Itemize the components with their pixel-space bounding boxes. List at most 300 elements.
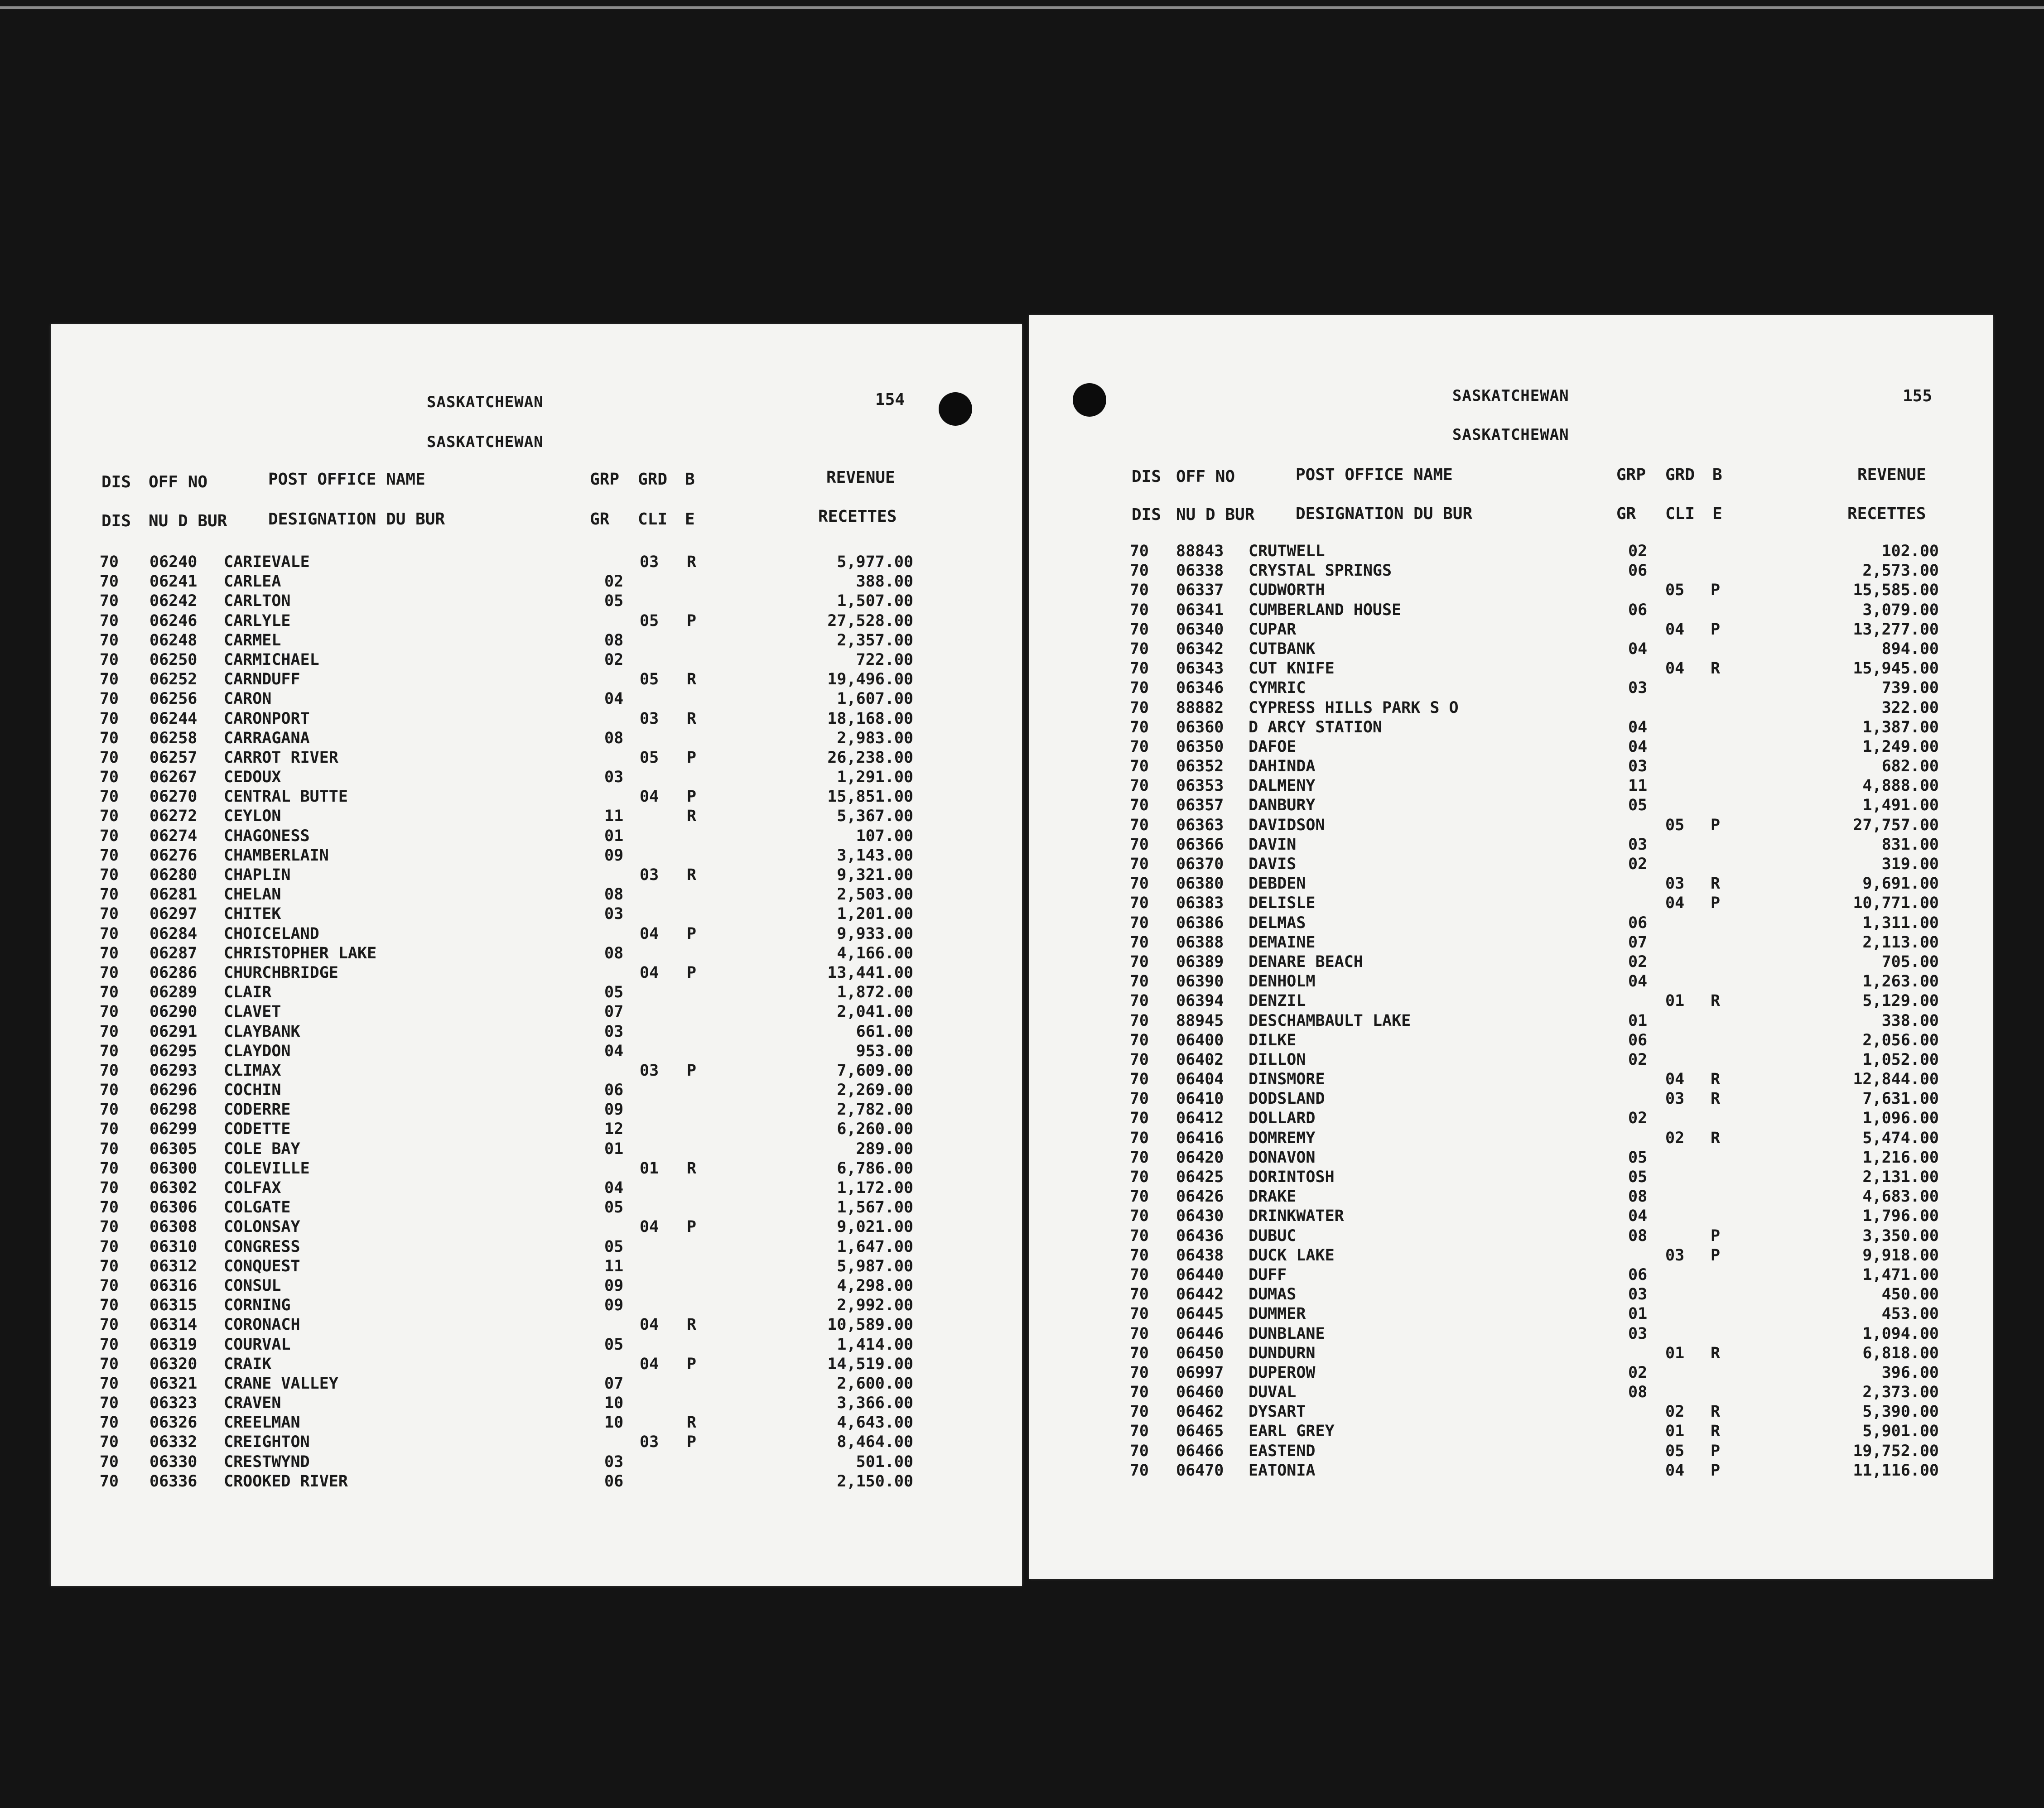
- cell-dis: 70: [99, 1355, 119, 1373]
- cell-dis: 70: [1129, 1070, 1149, 1089]
- cell-office-name: COLONSAY: [224, 1218, 300, 1236]
- table-row: [1029, 757, 1993, 776]
- cell-office-name: DUFF: [1249, 1265, 1287, 1284]
- page-number: 154: [875, 390, 905, 409]
- cell-office-name: CORONACH: [224, 1316, 300, 1334]
- cell-office-number: 06402: [1176, 1050, 1224, 1069]
- cell-dis: 70: [99, 1218, 119, 1236]
- cell-dis: 70: [99, 631, 119, 649]
- cell-office-number: 06342: [1176, 640, 1224, 658]
- table-row: [51, 1374, 1022, 1394]
- cell-office-number: 06336: [149, 1472, 198, 1491]
- cell-b: P: [1711, 581, 1721, 600]
- cell-office-name: DAVIDSON: [1249, 816, 1325, 834]
- cell-office-number: 06314: [149, 1316, 198, 1334]
- cell-dis: 70: [99, 1022, 119, 1041]
- cell-office-name: CHITEK: [224, 905, 281, 923]
- table-row: [51, 1100, 1022, 1120]
- cell-dis: 70: [1129, 1285, 1149, 1304]
- table-row: [1029, 640, 1993, 659]
- cell-revenue: 3,143.00: [837, 846, 913, 865]
- cell-b: P: [687, 924, 697, 943]
- header-off-no: OFF NO: [1176, 467, 1235, 486]
- cell-revenue: 6,260.00: [837, 1120, 913, 1139]
- cell-group: 02: [1628, 1109, 1648, 1128]
- cell-office-name: CUPAR: [1249, 620, 1297, 639]
- cell-office-number: 06240: [149, 553, 198, 571]
- cell-office-number: 06258: [149, 729, 198, 747]
- header-grp: GRP: [1616, 466, 1646, 484]
- cell-revenue: 6,818.00: [1862, 1344, 1939, 1362]
- table-row: [51, 1002, 1022, 1022]
- cell-office-name: CHELAN: [224, 885, 281, 904]
- cell-office-number: 06316: [149, 1276, 198, 1295]
- cell-dis: 70: [1129, 1305, 1149, 1323]
- cell-office-name: DEMAINE: [1249, 933, 1316, 952]
- table-row: [1029, 737, 1993, 757]
- cell-office-name: DENHOLM: [1249, 972, 1316, 991]
- cell-office-number: 06416: [1176, 1129, 1224, 1147]
- cell-office-name: CRANE VALLEY: [224, 1374, 338, 1393]
- cell-office-name: CRYSTAL SPRINGS: [1249, 562, 1392, 580]
- table-row: [51, 1237, 1022, 1257]
- cell-group: 08: [1628, 1226, 1648, 1245]
- cell-office-number: 06390: [1176, 972, 1224, 991]
- cell-office-number: 06386: [1176, 914, 1224, 932]
- province-subtitle: SASKATCHEWAN: [1452, 426, 1569, 444]
- cell-grade: 04: [640, 924, 659, 943]
- header-grd: GRD: [638, 470, 668, 489]
- cell-dis: 70: [99, 846, 119, 865]
- cell-office-number: 06241: [149, 572, 198, 591]
- table-row: [1029, 1344, 1993, 1363]
- table-row: [1029, 1207, 1993, 1226]
- cell-office-number: 06412: [1176, 1109, 1224, 1128]
- cell-b: P: [1711, 816, 1721, 834]
- cell-office-number: 06246: [149, 611, 198, 630]
- cell-dis: 70: [1129, 1090, 1149, 1108]
- cell-office-name: DEBDEN: [1249, 875, 1306, 893]
- cell-dis: 70: [1129, 914, 1149, 932]
- cell-group: 06: [604, 1472, 624, 1491]
- table-row: [51, 1276, 1022, 1296]
- cell-office-name: CHRISTOPHER LAKE: [224, 944, 377, 962]
- cell-group: 11: [604, 807, 624, 826]
- cell-dis: 70: [1129, 640, 1149, 658]
- cell-group: 09: [604, 1276, 624, 1295]
- table-row: [51, 1257, 1022, 1276]
- cell-office-number: 06470: [1176, 1461, 1224, 1480]
- cell-office-number: 06305: [149, 1140, 198, 1158]
- cell-grade: 03: [1665, 875, 1685, 893]
- table-row: [1029, 1089, 1993, 1109]
- film-edge-line: [0, 6, 2044, 9]
- table-row: [1029, 1011, 1993, 1031]
- cell-dis: 70: [99, 1316, 119, 1334]
- cell-office-number: 06248: [149, 631, 198, 649]
- cell-office-name: COLGATE: [224, 1198, 291, 1217]
- table-row: [1029, 620, 1993, 640]
- cell-b: R: [687, 866, 697, 884]
- cell-revenue: 1,172.00: [837, 1179, 913, 1197]
- table-row: [51, 1120, 1022, 1139]
- table-row: [51, 1433, 1022, 1452]
- cell-revenue: 1,291.00: [837, 768, 913, 787]
- punch-hole-icon: [1073, 383, 1106, 417]
- cell-office-number: 06363: [1176, 816, 1224, 834]
- cell-revenue: 9,691.00: [1862, 875, 1939, 893]
- table-row: [51, 1022, 1022, 1042]
- cell-office-name: DAFOE: [1249, 737, 1297, 756]
- cell-grade: 04: [640, 1316, 659, 1334]
- right-table: [1029, 542, 1993, 1481]
- cell-dis: 70: [99, 1198, 119, 1217]
- cell-grade: 03: [1665, 1090, 1685, 1108]
- cell-office-number: 06337: [1176, 581, 1224, 600]
- cell-office-number: 06445: [1176, 1305, 1224, 1323]
- cell-b: R: [1711, 1090, 1721, 1108]
- cell-office-number: 06270: [149, 788, 198, 806]
- cell-office-number: 88945: [1176, 1011, 1224, 1030]
- cell-office-number: 06321: [149, 1374, 198, 1393]
- cell-office-number: 06252: [149, 670, 198, 689]
- table-row: [51, 944, 1022, 963]
- cell-office-number: 06272: [149, 807, 198, 826]
- header-grp: GRP: [590, 470, 620, 489]
- cell-office-number: 06394: [1176, 992, 1224, 1010]
- cell-office-name: CRESTWYND: [224, 1452, 310, 1471]
- cell-revenue: 3,366.00: [837, 1394, 913, 1413]
- table-row: [1029, 1148, 1993, 1168]
- cell-revenue: 1,507.00: [837, 592, 913, 611]
- table-row: [51, 1178, 1022, 1198]
- cell-office-name: DOLLARD: [1249, 1109, 1316, 1128]
- header-grp-fr: GR: [590, 510, 610, 529]
- cell-grade: 01: [640, 1159, 659, 1178]
- cell-office-number: 88882: [1176, 698, 1224, 717]
- table-row: [51, 1159, 1022, 1178]
- cell-group: 08: [604, 944, 624, 962]
- cell-revenue: 1,471.00: [1862, 1265, 1939, 1284]
- table-row: [1029, 991, 1993, 1011]
- cell-revenue: 13,277.00: [1853, 620, 1939, 639]
- header-name: POST OFFICE NAME: [1296, 466, 1453, 484]
- cell-office-name: CONQUEST: [224, 1257, 300, 1275]
- table-row: [1029, 1304, 1993, 1324]
- cell-office-number: 06323: [149, 1394, 198, 1413]
- cell-dis: 70: [99, 827, 119, 845]
- table-row: [1029, 776, 1993, 796]
- cell-dis: 70: [99, 1452, 119, 1471]
- cell-dis: 70: [99, 1120, 119, 1139]
- cell-dis: 70: [99, 1140, 119, 1158]
- cell-group: 05: [604, 1198, 624, 1217]
- cell-group: 05: [1628, 1168, 1648, 1186]
- cell-office-name: DODSLAND: [1249, 1090, 1325, 1108]
- cell-office-name: CODERRE: [224, 1101, 291, 1119]
- cell-dis: 70: [1129, 581, 1149, 600]
- cell-revenue: 27,528.00: [827, 611, 913, 630]
- cell-revenue: 2,983.00: [837, 729, 913, 747]
- cell-office-name: CYPRESS HILLS PARK S O: [1249, 698, 1459, 717]
- left-page: [51, 324, 1022, 1586]
- cell-office-name: CARON: [224, 690, 272, 708]
- cell-b: R: [1711, 1129, 1721, 1147]
- cell-revenue: 6,786.00: [837, 1159, 913, 1178]
- cell-revenue: 319.00: [1881, 855, 1939, 873]
- cell-dis: 70: [1129, 1403, 1149, 1421]
- cell-office-name: DAVIN: [1249, 835, 1297, 854]
- cell-revenue: 2,503.00: [837, 885, 913, 904]
- cell-revenue: 8,464.00: [837, 1433, 913, 1452]
- table-row: [1029, 1129, 1993, 1148]
- cell-group: 03: [1628, 835, 1648, 854]
- cell-dis: 70: [99, 572, 119, 591]
- cell-dis: 70: [99, 1433, 119, 1452]
- cell-group: 09: [604, 1101, 624, 1119]
- cell-office-number: 06289: [149, 983, 198, 1002]
- cell-b: P: [1711, 894, 1721, 913]
- cell-b: R: [1711, 659, 1721, 678]
- cell-revenue: 2,782.00: [837, 1101, 913, 1119]
- cell-dis: 70: [99, 1179, 119, 1197]
- cell-office-number: 06295: [149, 1042, 198, 1060]
- cell-office-number: 06315: [149, 1296, 198, 1315]
- table-row: [1029, 1187, 1993, 1207]
- table-row: [1029, 894, 1993, 913]
- cell-group: 01: [1628, 1011, 1648, 1030]
- cell-group: 05: [604, 983, 624, 1002]
- cell-office-name: DONAVON: [1249, 1148, 1316, 1167]
- cell-grade: 01: [1665, 992, 1685, 1010]
- cell-office-name: CREELMAN: [224, 1414, 300, 1432]
- cell-office-name: CHAGONESS: [224, 827, 310, 845]
- header-dis: DIS: [101, 473, 131, 491]
- cell-dis: 70: [1129, 1324, 1149, 1343]
- cell-office-name: DENZIL: [1249, 992, 1306, 1010]
- cell-office-number: 06298: [149, 1101, 198, 1119]
- table-row: [1029, 1050, 1993, 1070]
- cell-dis: 70: [1129, 1363, 1149, 1382]
- cell-dis: 70: [1129, 796, 1149, 815]
- cell-b: P: [687, 1218, 697, 1236]
- cell-office-number: 06308: [149, 1218, 198, 1236]
- cell-group: 06: [604, 1081, 624, 1100]
- table-row: [1029, 561, 1993, 581]
- left-table: [51, 553, 1022, 1491]
- cell-revenue: 9,321.00: [837, 866, 913, 884]
- cell-office-number: 06332: [149, 1433, 198, 1452]
- cell-revenue: 18,168.00: [827, 709, 913, 728]
- cell-revenue: 5,129.00: [1862, 992, 1939, 1010]
- cell-office-name: DENARE BEACH: [1249, 952, 1363, 971]
- cell-office-name: DUMMER: [1249, 1305, 1306, 1323]
- cell-grade: 05: [1665, 1442, 1685, 1460]
- cell-dis: 70: [99, 1159, 119, 1178]
- cell-revenue: 388.00: [856, 572, 913, 591]
- cell-b: R: [687, 1159, 697, 1178]
- cell-grade: 02: [1665, 1403, 1685, 1421]
- cell-dis: 70: [1129, 1148, 1149, 1167]
- cell-office-number: 06290: [149, 1003, 198, 1021]
- table-row: [51, 729, 1022, 748]
- table-row: [1029, 855, 1993, 874]
- cell-office-name: CEYLON: [224, 807, 281, 826]
- cell-b: R: [687, 709, 697, 728]
- cell-office-number: 06410: [1176, 1090, 1224, 1108]
- cell-office-name: CRAVEN: [224, 1394, 281, 1413]
- cell-office-number: 06350: [1176, 737, 1224, 756]
- cell-office-name: COLE BAY: [224, 1140, 300, 1158]
- table-row: [51, 1198, 1022, 1217]
- cell-revenue: 14,519.00: [827, 1355, 913, 1373]
- cell-group: 06: [1628, 601, 1648, 619]
- cell-office-name: CEDOUX: [224, 768, 281, 787]
- cell-office-name: EATONIA: [1249, 1461, 1316, 1480]
- cell-office-name: DALMENY: [1249, 777, 1316, 795]
- cell-office-name: DESCHAMBAULT LAKE: [1249, 1011, 1411, 1030]
- cell-grade: 04: [640, 1218, 659, 1236]
- table-row: [51, 709, 1022, 729]
- cell-revenue: 1,096.00: [1862, 1109, 1939, 1128]
- header-revenue: REVENUE: [1857, 466, 1926, 484]
- cell-dis: 70: [99, 944, 119, 962]
- cell-dis: 70: [99, 1081, 119, 1100]
- table-row: [51, 1452, 1022, 1472]
- cell-dis: 70: [1129, 1207, 1149, 1226]
- cell-dis: 70: [99, 1003, 119, 1021]
- cell-group: 08: [604, 729, 624, 747]
- cell-office-number: 06326: [149, 1414, 198, 1432]
- cell-grade: 04: [1665, 659, 1685, 678]
- cell-office-number: 06340: [1176, 620, 1224, 639]
- table-row: [1029, 1383, 1993, 1402]
- cell-revenue: 4,683.00: [1862, 1188, 1939, 1206]
- table-row: [51, 1217, 1022, 1237]
- cell-dis: 70: [99, 885, 119, 904]
- cell-dis: 70: [99, 1414, 119, 1432]
- cell-group: 10: [604, 1414, 624, 1432]
- cell-office-name: DILLON: [1249, 1050, 1306, 1069]
- cell-revenue: 1,216.00: [1862, 1148, 1939, 1167]
- cell-office-number: 06460: [1176, 1383, 1224, 1402]
- table-row: [51, 1315, 1022, 1335]
- cell-revenue: 1,094.00: [1862, 1324, 1939, 1343]
- cell-group: 02: [1628, 952, 1648, 971]
- cell-dis: 70: [99, 1335, 119, 1354]
- cell-office-name: DAVIS: [1249, 855, 1297, 873]
- cell-office-name: DUNDURN: [1249, 1344, 1316, 1362]
- cell-b: R: [1711, 875, 1721, 893]
- cell-grade: 03: [640, 553, 659, 571]
- cell-office-number: 06242: [149, 592, 198, 611]
- cell-office-name: CLAYDON: [224, 1042, 291, 1060]
- cell-revenue: 2,573.00: [1862, 562, 1939, 580]
- cell-office-number: 06353: [1176, 777, 1224, 795]
- cell-group: 11: [604, 1257, 624, 1275]
- table-row: [1029, 1226, 1993, 1246]
- cell-office-name: DRAKE: [1249, 1188, 1297, 1206]
- cell-group: 03: [604, 1022, 624, 1041]
- cell-office-number: 06257: [149, 748, 198, 767]
- cell-b: P: [687, 788, 697, 806]
- cell-office-name: CHOICELAND: [224, 924, 319, 943]
- table-row: [1029, 1070, 1993, 1089]
- page-number: 155: [1903, 387, 1933, 405]
- cell-grade: 03: [640, 1061, 659, 1080]
- cell-office-name: CHAPLIN: [224, 866, 291, 884]
- cell-office-number: 06284: [149, 924, 198, 943]
- cell-group: 08: [604, 885, 624, 904]
- header-b: B: [685, 470, 695, 489]
- cell-office-name: COURVAL: [224, 1335, 291, 1354]
- cell-office-number: 06380: [1176, 875, 1224, 893]
- header-recettes: RECETTES: [1847, 505, 1926, 523]
- cell-office-number: 06300: [149, 1159, 198, 1178]
- cell-group: 04: [1628, 1207, 1648, 1226]
- cell-office-name: DELMAS: [1249, 914, 1306, 932]
- cell-dis: 70: [1129, 1383, 1149, 1402]
- cell-office-name: CARLTON: [224, 592, 291, 611]
- cell-group: 03: [604, 905, 624, 923]
- table-row: [51, 1355, 1022, 1374]
- cell-office-number: 06306: [149, 1198, 198, 1217]
- cell-b: R: [1711, 1344, 1721, 1362]
- cell-office-name: CARROT RIVER: [224, 748, 338, 767]
- header-off-no-fr: NU D BUR: [149, 512, 227, 530]
- cell-office-number: 06425: [1176, 1168, 1224, 1186]
- cell-office-name: DILKE: [1249, 1031, 1297, 1049]
- cell-office-name: CRAIK: [224, 1355, 272, 1373]
- cell-revenue: 4,888.00: [1862, 777, 1939, 795]
- cell-office-number: 06341: [1176, 601, 1224, 619]
- cell-office-name: EASTEND: [1249, 1442, 1316, 1460]
- table-row: [51, 553, 1022, 572]
- table-row: [51, 670, 1022, 689]
- punch-hole-icon: [939, 392, 972, 426]
- cell-group: 10: [604, 1394, 624, 1413]
- cell-dis: 70: [1129, 1129, 1149, 1147]
- cell-office-number: 06438: [1176, 1246, 1224, 1265]
- cell-revenue: 9,021.00: [837, 1218, 913, 1236]
- cell-office-name: CENTRAL BUTTE: [224, 788, 348, 806]
- table-row: [1029, 914, 1993, 933]
- cell-office-name: DYSART: [1249, 1403, 1306, 1421]
- cell-office-name: CARNDUFF: [224, 670, 300, 689]
- table-row: [51, 1061, 1022, 1081]
- cell-group: 06: [1628, 562, 1648, 580]
- cell-b: R: [687, 1316, 697, 1334]
- cell-revenue: 322.00: [1881, 698, 1939, 717]
- cell-group: 01: [604, 827, 624, 845]
- cell-dis: 70: [1129, 816, 1149, 834]
- table-row: [51, 1413, 1022, 1433]
- cell-office-number: 06357: [1176, 796, 1224, 815]
- cell-revenue: 9,933.00: [837, 924, 913, 943]
- cell-office-number: 06389: [1176, 952, 1224, 971]
- cell-office-name: CODETTE: [224, 1120, 291, 1139]
- cell-office-number: 06346: [1176, 679, 1224, 697]
- cell-dis: 70: [99, 1101, 119, 1119]
- table-row: [1029, 933, 1993, 952]
- cell-office-number: 06274: [149, 827, 198, 845]
- table-row: [51, 924, 1022, 944]
- cell-office-number: 06997: [1176, 1363, 1224, 1382]
- cell-grade: 05: [1665, 581, 1685, 600]
- table-row: [51, 866, 1022, 885]
- cell-dis: 70: [1129, 757, 1149, 776]
- table-row: [1029, 1402, 1993, 1422]
